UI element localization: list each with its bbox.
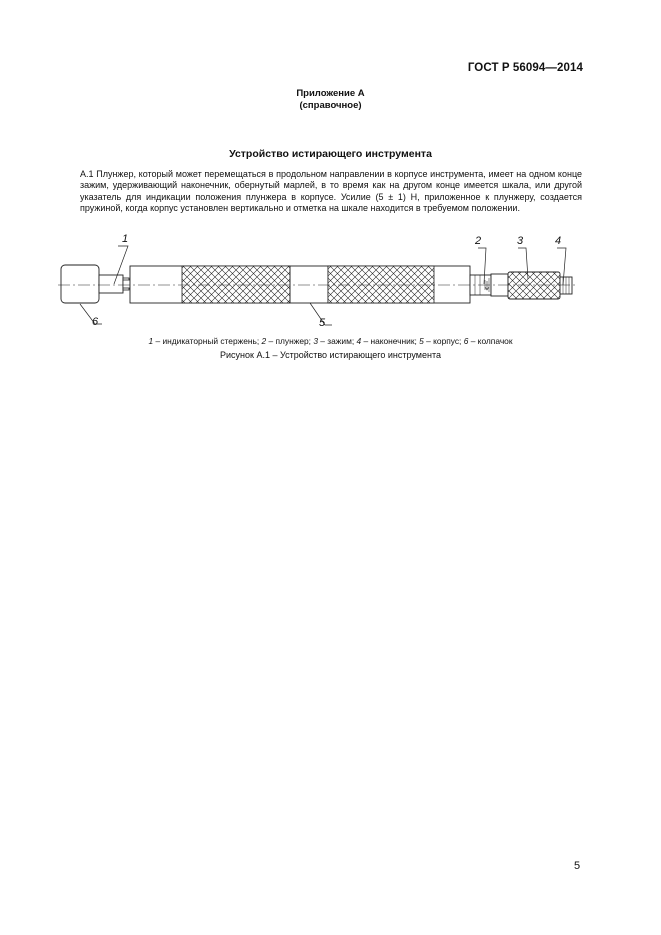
legend-text-1: – индикаторный стержень; (153, 336, 262, 346)
callout-6: 6 (92, 316, 99, 328)
callout-2: 2 (475, 235, 482, 247)
legend-num-1: 1 (148, 336, 154, 346)
page-number: 5 (574, 860, 581, 872)
annex-title: Приложение А (296, 88, 365, 99)
callout-4: 4 (555, 235, 562, 247)
cap-shape (61, 265, 99, 303)
body-paragraph: А.1 Плунжер, который может перемещаться в продольном направлении в корпусе инструмента, имеет на одном конце зажим, удерживающий наконечник, обернутый марлей, в то время как на другом конце имеется шкала, или другой указатель для индикации положения плунжера в корпусе. Усилие (5 ± 1) Н, приложенное к плунжеру, создается пружиной, когда корпус установлен вертикально и отметка на шкале находится в требуемом положении. (80, 169, 582, 214)
body-knurl-left (182, 266, 290, 303)
legend-text-6: – колпачок (468, 336, 513, 346)
callout-5: 5 (319, 317, 326, 329)
annex-type: (справочное) (299, 100, 362, 111)
figure-caption: Рисунок А.1 – Устройство истирающего инструмента (220, 350, 441, 360)
legend-num-4: 4 (356, 336, 362, 346)
callout-1: 1 (122, 233, 129, 245)
legend-text-5: – корпус; (423, 336, 464, 346)
legend-num-3: 3 (313, 336, 318, 346)
standard-code-header: ГОСТ Р 56094—2014 (467, 62, 583, 74)
figure-legend (0, 336, 661, 346)
legend-text-4: – наконечник; (361, 336, 420, 346)
legend-num-2: 2 (261, 336, 267, 346)
callout-3: 3 (517, 235, 524, 247)
legend-text-3: – зажим; (317, 336, 357, 346)
body-knurl-right (328, 266, 434, 303)
instrument-figure (40, 228, 640, 336)
legend-text-2: – плунжер; (266, 336, 314, 346)
indicator-rod-shape (99, 275, 123, 293)
rod-tip-shape (123, 280, 130, 288)
clamp-shape (508, 272, 560, 299)
section-title: Устройство истирающего инструмента (229, 148, 432, 160)
annex-heading (0, 88, 661, 112)
legend-num-5: 5 (419, 336, 424, 346)
legend-num-6: 6 (463, 336, 469, 346)
